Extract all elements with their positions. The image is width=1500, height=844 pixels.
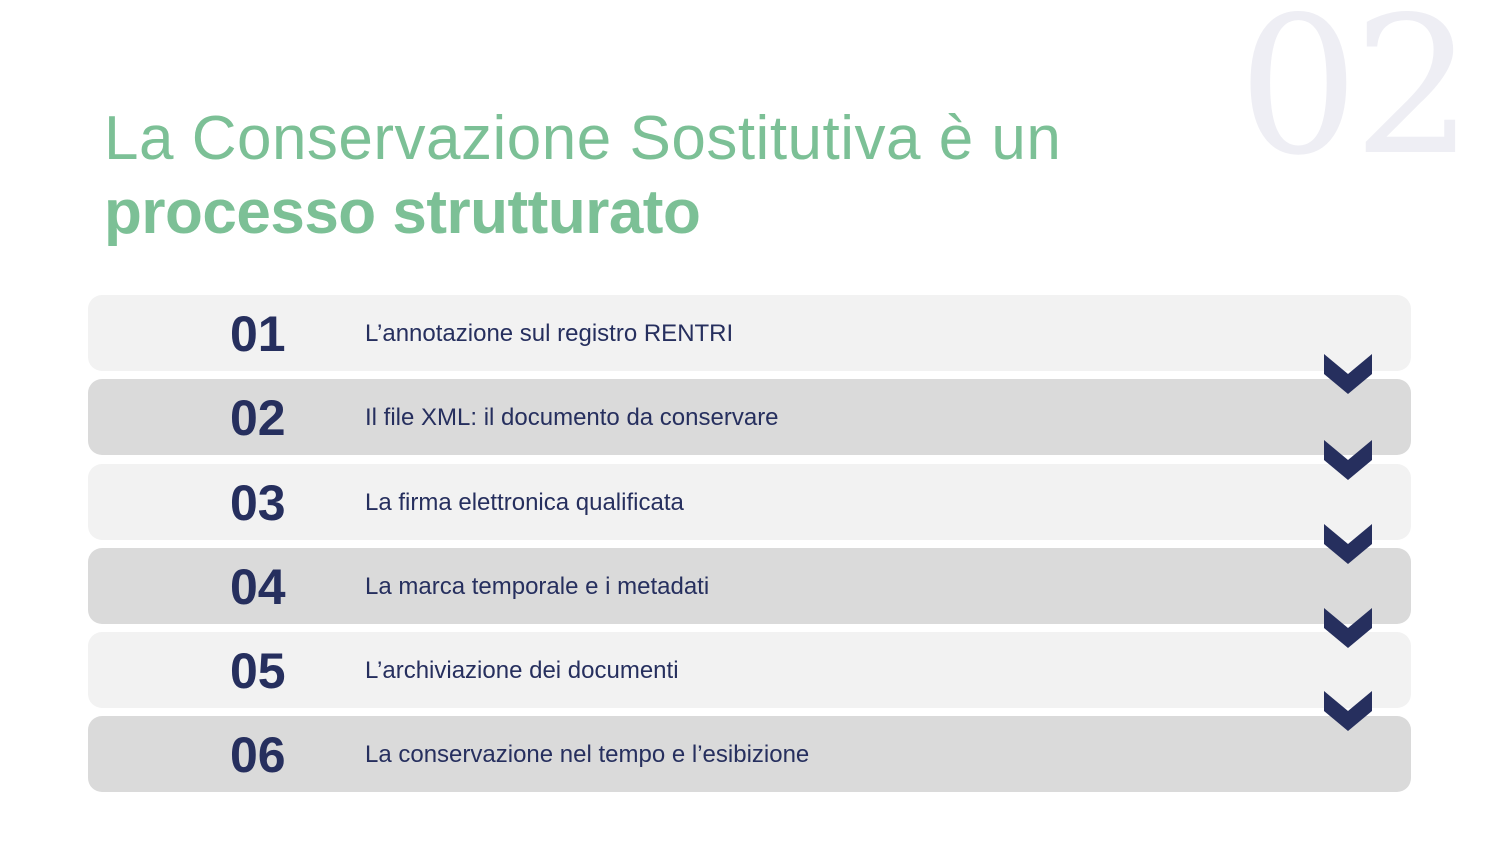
slide-title xyxy=(104,100,1244,248)
chevron-down-icon xyxy=(1322,689,1374,733)
step-row-6 xyxy=(88,716,1411,792)
step-row-5 xyxy=(88,632,1411,708)
title-line-bold: processo strutturato xyxy=(104,178,701,247)
process-steps-list xyxy=(88,295,1411,801)
step-number: 04 xyxy=(230,558,286,615)
step-number: 02 xyxy=(230,390,286,447)
step-row-4 xyxy=(88,548,1411,624)
step-number: 03 xyxy=(230,474,286,531)
step-number: 01 xyxy=(230,306,286,362)
step-label: La conservazione nel tempo e l’esibizione xyxy=(365,741,810,769)
chevron-down-icon xyxy=(1322,438,1374,482)
step-row-1 xyxy=(88,295,1411,371)
step-label: L’annotazione sul registro RENTRI xyxy=(365,320,734,347)
step-label: L’archiviazione dei documenti xyxy=(365,657,679,685)
step-number: 06 xyxy=(230,727,286,784)
step-row-2 xyxy=(88,379,1411,455)
step-number: 05 xyxy=(230,643,286,700)
chevron-down-icon xyxy=(1322,522,1374,566)
step-row-3 xyxy=(88,464,1411,540)
section-number-watermark: 02 xyxy=(1238,0,1468,197)
chevron-down-icon xyxy=(1322,352,1374,396)
step-label: Il file XML: il documento da conservare xyxy=(365,404,779,432)
step-label: La marca temporale e i metadati xyxy=(365,572,710,600)
title-line-regular: La Conservazione Sostitutiva è un xyxy=(104,104,1062,173)
step-label: La firma elettronica qualificata xyxy=(365,488,684,516)
chevron-down-icon xyxy=(1322,606,1374,650)
